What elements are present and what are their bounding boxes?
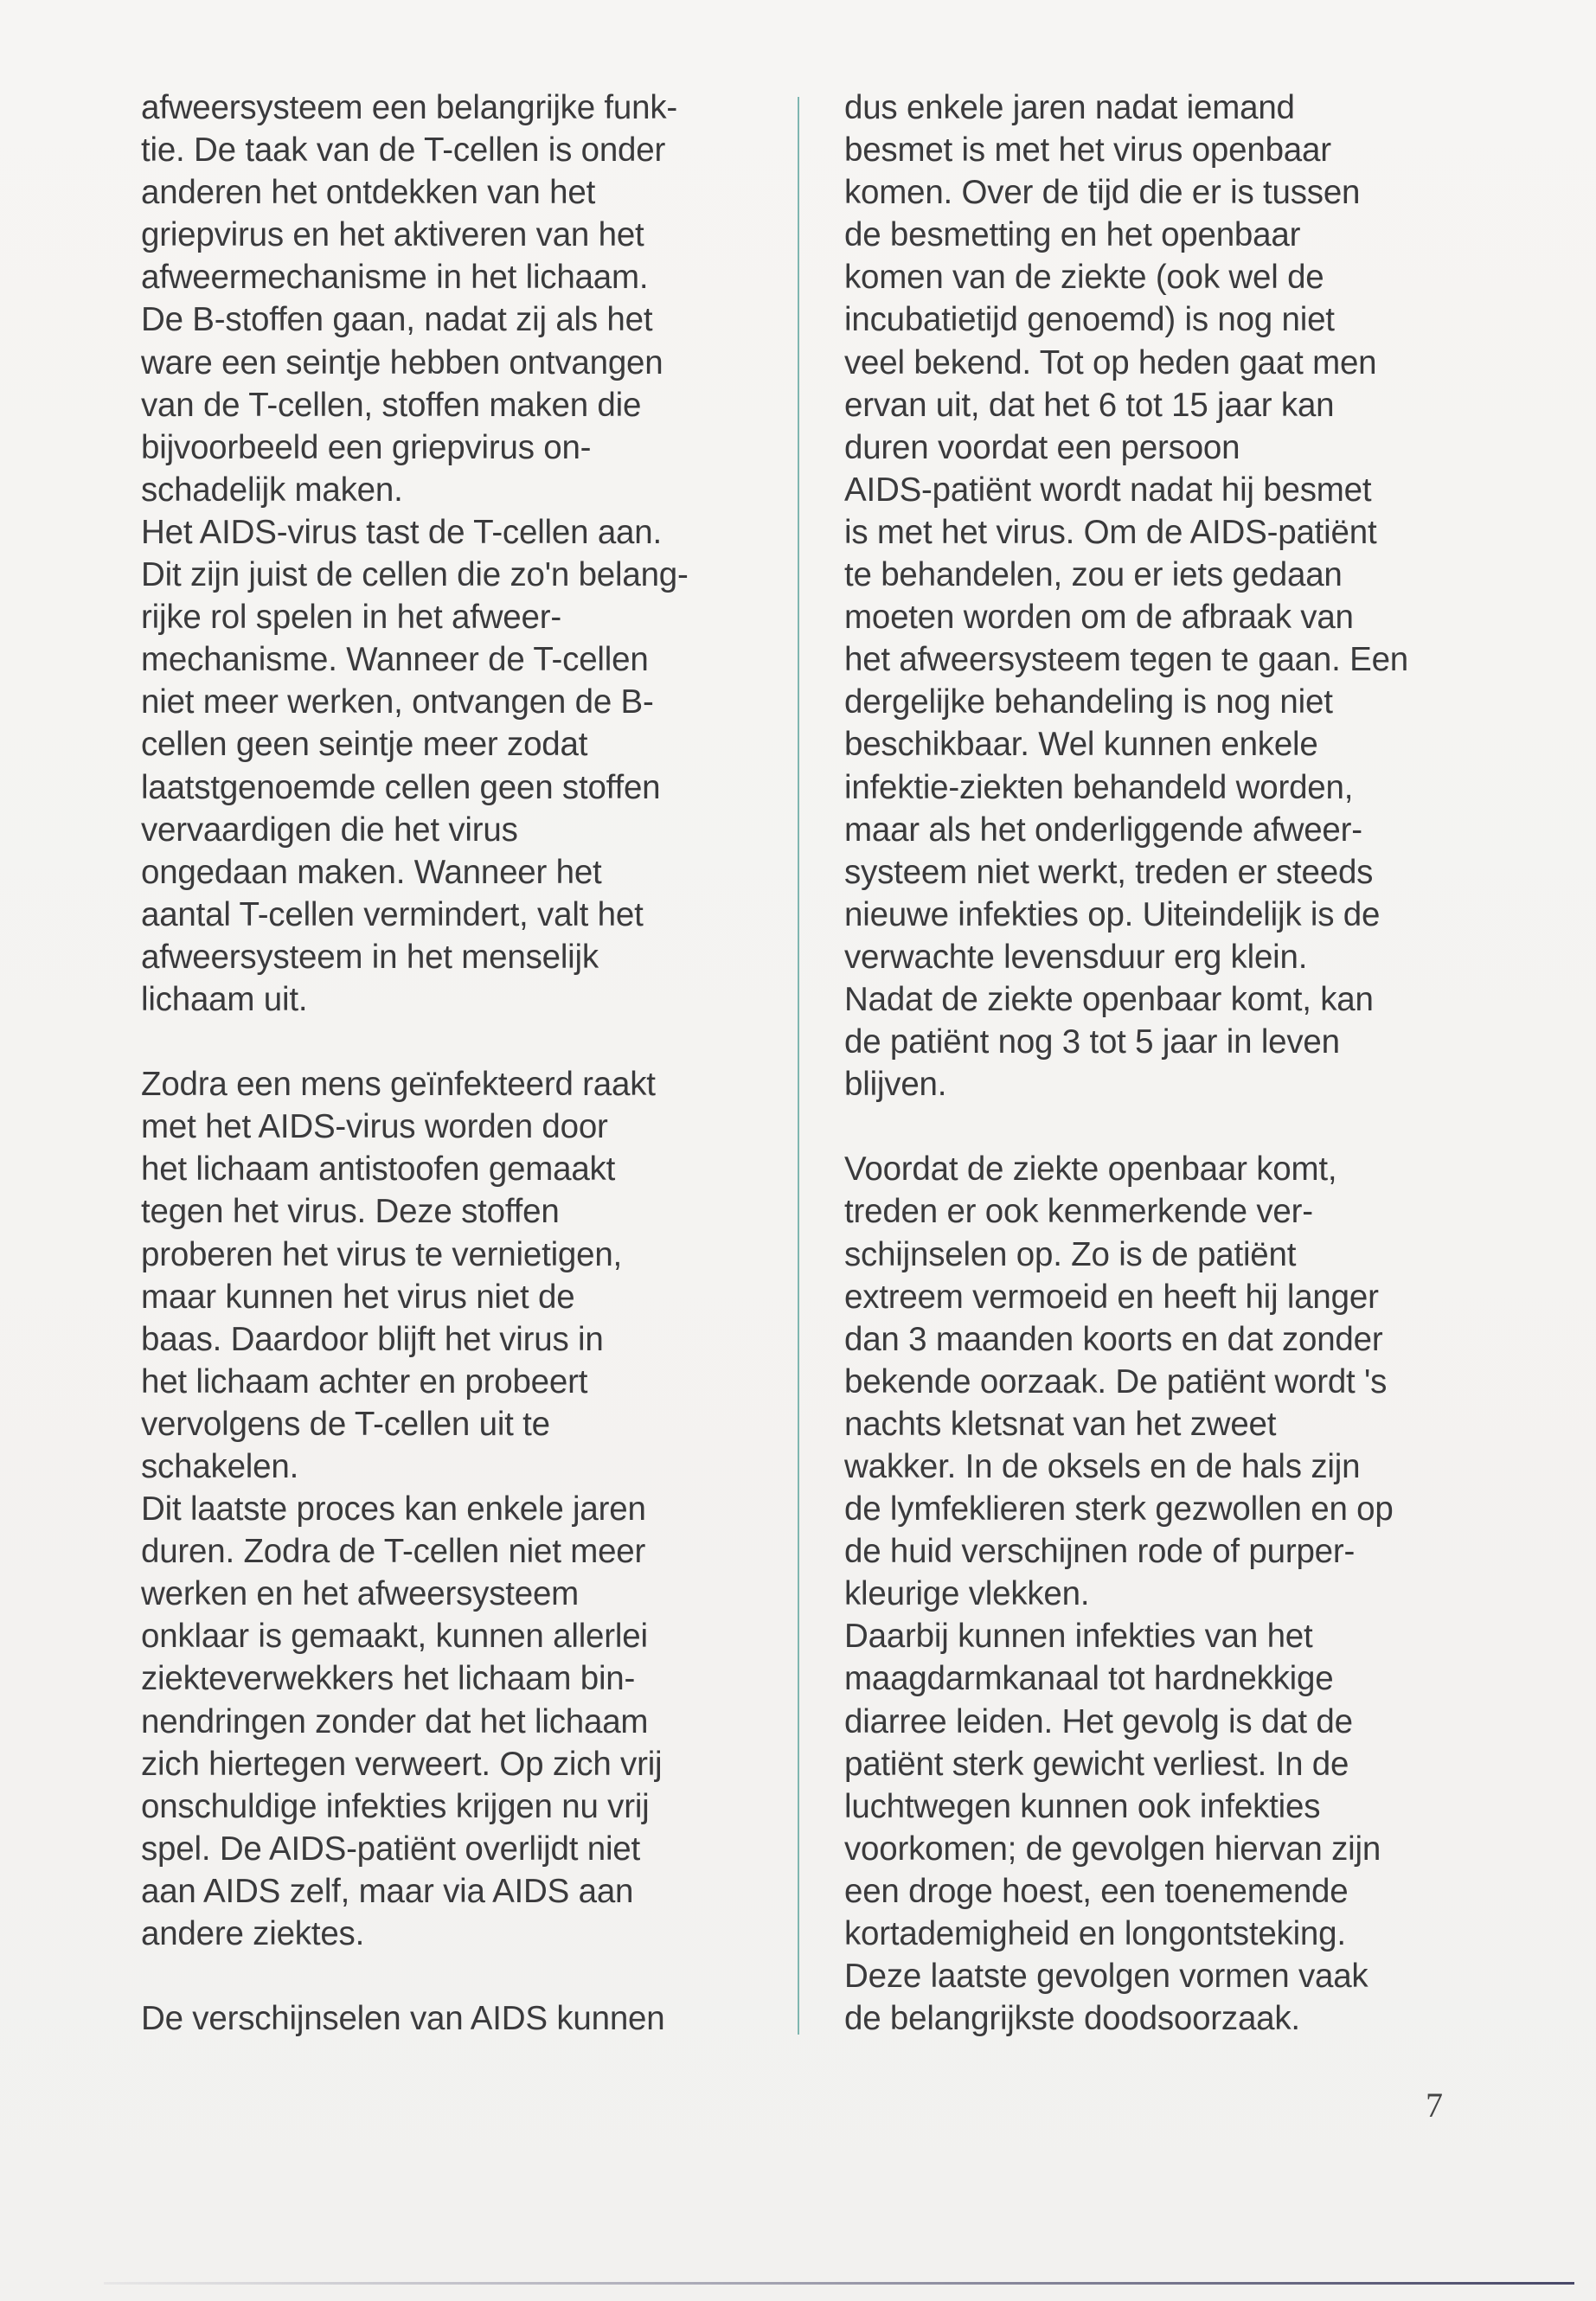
text-line: vervolgens de T-cellen uit te [141,1405,550,1443]
text-line: afweermechanisme in het lichaam. [141,259,649,297]
text-line: van de T-cellen, stoffen maken die [141,386,642,424]
text-line: niet meer werken, ontvangen de B- [141,683,654,721]
text-line: infektie-ziekten behandeld worden, [844,768,1354,806]
text-line: schakelen. [141,1448,299,1485]
text-line: ziekteverwekkers het lichaam bin- [141,1660,636,1698]
text-line: Deze laatste gevolgen vormen vaak [844,1958,1368,1996]
text-line: Zodra een mens geïnfekteerd raakt [141,1066,656,1104]
text-line: aan AIDS zelf, maar via AIDS aan [141,1872,634,1910]
text-line: zich hiertegen verweert. Op zich vrij [141,1745,663,1783]
text-line: Dit laatste proces kan enkele jaren [141,1490,646,1529]
text-line: maar als het onderliggende afweer- [844,811,1362,849]
text-line: verwachte levensduur erg klein. [844,938,1308,976]
text-line: nieuwe infekties op. Uiteindelijk is de [844,895,1381,933]
text-line: het afweersysteem tegen te gaan. Een [844,641,1408,679]
text-line: laatstgenoemde cellen geen stoffen [141,768,661,806]
text-line: treden er ook kenmerkende ver- [844,1193,1313,1231]
text-line: kleurige vlekken. [844,1575,1090,1613]
text-line: Het AIDS-virus tast de T-cellen aan. [141,513,662,551]
text-line: de belangrijkste doodsoorzaak. [844,2000,1300,2038]
text-line: beschikbaar. Wel kunnen enkele [844,726,1318,764]
text-line: duren. Zodra de T-cellen niet meer [141,1533,646,1571]
text-line: duren voordat een persoon [844,428,1240,466]
text-line: cellen geen seintje meer zodat [141,726,588,764]
text-line: AIDS-patiënt wordt nadat hij besmet [844,471,1372,509]
text-line: vervaardigen die het virus [141,811,518,849]
paragraph-gap [141,1021,729,1063]
text-line: komen. Over de tijd die er is tussen [844,174,1361,212]
text-line: bijvoorbeeld een griepvirus on- [141,428,592,466]
text-line: ware een seintje hebben ontvangen [141,343,663,381]
text-line: schadelijk maken. [141,471,403,509]
text-line: afweersysteem een belangrijke funk- [141,89,678,126]
text-line: aantal T-cellen vermindert, valt het [141,895,644,933]
right-text-column [844,87,1450,2040]
text-line: onklaar is gemaakt, kunnen allerlei [141,1618,648,1656]
text-line: lichaam uit. [141,980,308,1018]
page-number: 7 [1426,2086,1443,2125]
text-line: de huid verschijnen rode of purper- [844,1533,1356,1571]
text-line: systeem niet werkt, treden er steeds [844,853,1374,891]
text-line: komen van de ziekte (ook wel de [844,259,1324,297]
text-line: maar kunnen het virus niet de [141,1278,575,1316]
text-line: anderen het ontdekken van het [141,174,596,212]
text-line: wakker. In de oksels en de hals zijn [844,1448,1361,1485]
text-line: veel bekend. Tot op heden gaat men [844,343,1377,381]
text-line: het lichaam achter en probeert [141,1362,588,1400]
text-line: besmet is met het virus openbaar [844,131,1331,170]
text-line: voorkomen; de gevolgen hiervan zijn [844,1830,1381,1868]
text-line: luchtwegen kunnen ook infekties [844,1787,1321,1825]
text-line: nachts kletsnat van het zweet [844,1405,1277,1443]
text-line: is met het virus. Om de AIDS-patiënt [844,513,1377,551]
text-line: Voordat de ziekte openbaar komt, [844,1150,1337,1189]
text-line: dan 3 maanden koorts en dat zonder [844,1320,1383,1358]
text-line: proberen het virus te vernietigen, [141,1235,623,1273]
text-line: griepvirus en het aktiveren van het [141,216,644,254]
text-line: het lichaam antistoofen gemaakt [141,1150,616,1189]
text-line: afweersysteem in het menselijk [141,938,599,976]
text-line: incubatietijd genoemd) is nog niet [844,301,1335,339]
text-line: de besmetting en het openbaar [844,216,1301,254]
text-line: patiënt sterk gewicht verliest. In de [844,1745,1349,1783]
bottom-rule [104,2282,1574,2285]
text-line: schijnselen op. Zo is de patiënt [844,1235,1297,1273]
text-line: werken en het afweersysteem [141,1575,580,1613]
text-line: onschuldige infekties krijgen nu vrij [141,1787,650,1825]
text-line: Dit zijn juist de cellen die zo'n belang- [141,556,689,594]
text-line: rijke rol spelen in het afweer- [141,599,561,637]
text-line: De verschijnselen van AIDS kunnen [141,2000,665,2038]
text-line: blijven. [844,1066,947,1104]
text-line: ervan uit, dat het 6 tot 15 jaar kan [844,386,1335,424]
text-line: ongedaan maken. Wanneer het [141,853,602,891]
text-line: dergelijke behandeling is nog niet [844,683,1333,721]
text-line: de patiënt nog 3 tot 5 jaar in leven [844,1023,1340,1061]
text-line: de lymfeklieren sterk gezwollen en op [844,1490,1394,1529]
text-line: tie. De taak van de T-cellen is onder [141,131,666,170]
column-divider [798,97,799,2035]
text-line: nendringen zonder dat het lichaam [141,1702,649,1740]
text-line: diarree leiden. Het gevolg is dat de [844,1702,1353,1740]
text-line: bekende oorzaak. De patiënt wordt 's [844,1362,1388,1400]
text-line: De B-stoffen gaan, nadat zij als het [141,301,653,339]
paragraph-gap [844,1106,1450,1148]
text-line: dus enkele jaren nadat iemand [844,89,1295,126]
text-line: tegen het virus. Deze stoffen [141,1193,560,1231]
text-line: spel. De AIDS-patiënt overlijdt niet [141,1830,641,1868]
text-line: Daarbij kunnen infekties van het [844,1618,1313,1656]
left-text-column [141,87,729,2040]
text-line: met het AIDS-virus worden door [141,1108,608,1146]
paragraph-gap [141,1955,729,1997]
text-line: andere ziektes. [141,1915,365,1953]
text-line: baas. Daardoor blijft het virus in [141,1320,604,1358]
text-line: mechanisme. Wanneer de T-cellen [141,641,649,679]
text-line: extreem vermoeid en heeft hij langer [844,1278,1379,1316]
text-line: te behandelen, zou er iets gedaan [844,556,1343,594]
text-line: kortademigheid en longontsteking. [844,1915,1346,1953]
text-line: maagdarmkanaal tot hardnekkige [844,1660,1334,1698]
text-line: moeten worden om de afbraak van [844,599,1354,637]
text-line: Nadat de ziekte openbaar komt, kan [844,980,1374,1018]
text-line: een droge hoest, een toenemende [844,1872,1349,1910]
